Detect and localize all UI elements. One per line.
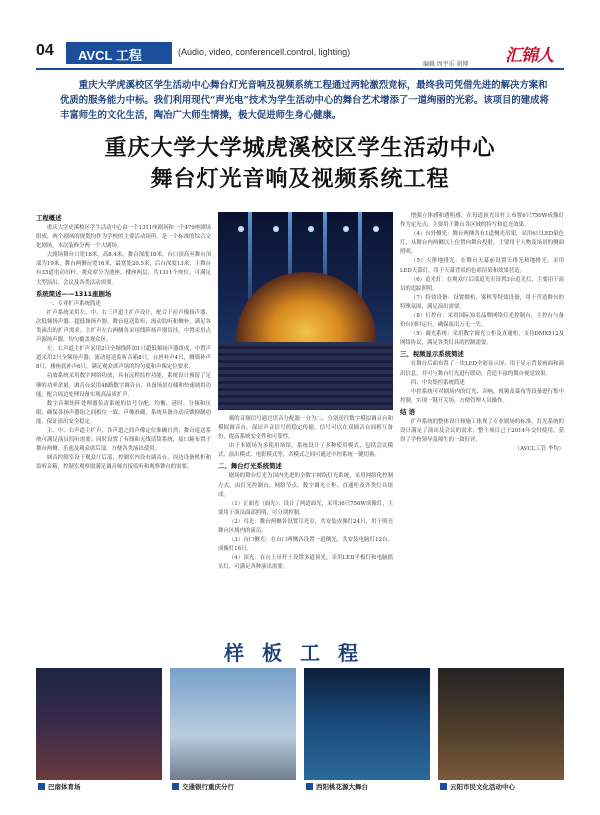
paragraph: （7）特效设备：设置烟机、雾机等特效设备，用于营造舞台的特殊氛围，满足演出需要。	[400, 294, 564, 310]
theater-photo	[218, 212, 393, 410]
paragraph: 大剧场舞台口宽18米，高8.4米，舞台深度18米，台口顶高至舞台顶部为19米，舞台两侧台宽16米，最宽处20.5米，后台深度13米，主舞台有35道电动吊杆，观众席分为池座、楼座两层，共1311个座位，可满足大型演出、会议及各类活动需要。	[36, 252, 211, 286]
paragraph: 调音控制室设于观众厅后部，控制室内设有调音台、周边设备机柜和监听音箱，控制室观察窗满足调音师直接监听和观察舞台的需要。	[36, 455, 211, 471]
paragraph: （3）台口侧光：在台口两侧各设置一道侧光，共安装电脑灯12台、成像灯16只。	[218, 537, 393, 553]
page-number: 04	[36, 42, 66, 64]
author-sign: （AVCL工管 李均）	[514, 446, 564, 453]
paragraph: （6）追光灯：在观众厅后部追光室设置3台追光灯，主要用于演员的追踪照明。	[400, 276, 564, 292]
caption-bullet	[440, 783, 447, 790]
paragraph: 由于本剧场为多使用场馆，系统设计了多种使用模式，包括会议模式、演出模式、电影模式等，各模式之间可通过中控系统一键切换。	[218, 443, 393, 459]
caption-bullet	[306, 783, 313, 790]
showcase-caption: 巴南体育场	[48, 783, 81, 791]
subheading: 四、中央集控系统简述	[410, 379, 465, 386]
showcase-photo	[438, 668, 564, 780]
paragraph: 重庆大学虎溪校区学生活动中心由一个1311座剧场和一个479座剧场组成，两个剧场的规划均作为学校的主要活动场所。是一个标准的综合文化剧场，本次装修分两一个大剧场。	[36, 225, 211, 250]
editors-credit: 编辑 周宇乐 胡博	[423, 62, 469, 68]
caption-bullet	[172, 783, 179, 790]
paragraph: 功放系统采用数字网络功放，具有远程监控功能，系统设计预留了足够的功率余量。调音台采用48路数字调音台，具备场景存储和快速调用功能，配合周边处理设备实现高品质扩声。	[36, 373, 211, 398]
showcase-caption: 交通银行重庆分行	[182, 783, 234, 791]
paragraph: （9）调光系统：采用数字调光立柜及直通柜，支持DMX512及网络协议，满足各类灯具的控制需要。	[400, 331, 564, 347]
article-column-2	[218, 415, 393, 635]
showcase-photo	[304, 668, 430, 780]
paragraph: 增强立体感和透明感，在每道顶光吊杆上布置6只750W成像灯作为定光点，主要用于舞台各区域的特写和追光效果。	[400, 213, 564, 229]
article-column-1	[36, 212, 211, 635]
article-column-3	[400, 212, 564, 635]
stage-lamp	[238, 226, 244, 232]
stage-lamp	[343, 226, 349, 232]
header-divider	[36, 68, 564, 70]
paragraph: （8）灯控台：采用国际知名品牌网络灯光控制台，主控台与备份台同时运行，确保演出万无一失。	[400, 313, 564, 329]
paragraph: （5）天排地排光：在舞台天幕前设置天排光和地排光，采用LED天幕灯，用于天幕背景的色彩渲染和效果营造。	[400, 258, 564, 274]
section-heading: 二、舞台灯光系统简述	[218, 462, 282, 471]
paragraph: （2）耳光：舞台两侧各设置耳光室，共安装成像灯24只，用于照亮舞台区域内的演员。	[218, 518, 393, 535]
paragraph: 在舞台后面布置了一块LED全彩显示屏，用于显示背景画面和演出信息，并可与舞台灯光进行联动，营造丰富的舞台视觉效果。	[400, 361, 564, 377]
paragraph: 数字音频矩阵处理器负责系统的信号分配、均衡、延时、分频和压限，确保各扬声器组之间相位一致、声像准确，系统具备自动反馈抑制功能，保证演出安全稳定。	[36, 400, 211, 425]
caption-bullet	[38, 783, 45, 790]
stage-lamp	[373, 226, 379, 232]
article-title-line-2: 舞台灯光音响及视频系统工程	[150, 166, 450, 192]
audience-seats	[218, 342, 393, 410]
masthead-logo: 汇锦人	[505, 46, 553, 66]
article-title-line-1: 重庆大学大学城虎溪校区学生活动中心	[104, 135, 496, 161]
section-subtitle: (Audio, video, conferencell.control, lighting)	[178, 47, 351, 57]
conclusion-heading: 结 语	[400, 407, 416, 416]
section-heading: 三、视频显示系统简述	[400, 350, 464, 359]
paragraph: 左、右声道主扩声采用2只全频线阵加1只超低频扬声器组成，中置声道采用2只全频扬声器，流动返送监听音箱8只，台唇补声4只，侧墙补声8只，楼座底补声6只，满足观众席声场的均匀度和声像定位要求。	[36, 346, 211, 371]
showcase-caption: 西阳桃花源大舞台	[316, 783, 368, 791]
paragraph: 中控系统可对剧场内的灯光、音响、视频及幕布等设备进行集中控制，实现一键开关场，方便管理人员操作。	[400, 388, 564, 404]
showcase-caption: 云阳市民文化活动中心	[450, 783, 515, 791]
section-heading: 系统简述——1311座剧场	[36, 289, 112, 298]
paragraph: 频的音频信号通过语音分配器一分为二，分别送往数字模拟调音台和模拟调音台，保证声音信号的稳定传输，信号可以在双调音台间相互备份，提高系统安全性和可靠性。	[218, 416, 393, 441]
stage-lamp	[308, 226, 314, 232]
section-title: AVCL 工程	[66, 42, 172, 64]
stage-lamp	[273, 226, 279, 232]
paragraph: 剧场的舞台灯光为国内先进的全数字网络灯光系统，采用网络化控制方式，由灯光控制台、网络节点、数字调光立柜、直通柜及各类灯具组成。	[218, 473, 393, 498]
paragraph: （1）正面光（面光）：设计了两道面光，采用36只750W成像灯，主要用于演员面部照明，可分别控制。	[218, 500, 393, 516]
subheading: 一、专业扩声系统简述	[46, 300, 101, 307]
paragraph: 扩声系统的整体设计和施工体现了专业剧场的标准，灯光系统的设计满足了演出及会议的需求，整个项目已于2014年交付使用，获得了学校领导及师生的一致好评。	[400, 418, 564, 444]
paragraph: 扩声系统采用左、中、右三声道主扩声设计，配合下拉声像扬声器、次低频扬声器、超低频扬声器，舞台返送监听、流动监听和侧补，满足各类演出的扩声需求。主扩声左右两侧各采用线阵扬声器吊挂，中置采用点声源扬声器，均匀覆盖观众区。	[36, 309, 211, 344]
section-heading: 工程概述	[36, 214, 62, 222]
paragraph: 主、中、右声道主扩声，各声道之间声像定位准确自然；舞台返送系统可满足演员监听需要；同时设置了有线和无线话筒系统，接口箱布置于舞台两侧、乐池及观众席后部，方便各类演出使用。	[36, 427, 211, 453]
lit-stage	[236, 272, 376, 347]
showcase-photo	[36, 668, 162, 780]
section-bar	[66, 42, 536, 68]
showcase-title: 样板工程	[224, 641, 376, 665]
paragraph: （4）顶光：在台上吊杆上设置多道顶光，采用LED平板灯和电脑摇头灯，可满足各种演出需要。	[218, 555, 393, 571]
showcase-gallery	[36, 668, 564, 794]
showcase-photo	[170, 668, 296, 780]
paragraph: （4）台外侧光：舞台两侧各有1道侧光吊架，采用6只LED染色灯，从舞台内两侧以上位置向舞台投射，主要用于人物及场景的侧面照明。	[400, 231, 564, 256]
intro-paragraph: 重庆大学虎溪校区学生活动中心舞台灯光音响及视频系统工程通过两轮激烈竞标，最终我司凭借先进的解决方案和优质的服务能力中标。我们利用现代“声光电”技术为学生活动中心的舞台艺术增添了一道绚丽的光彩。该项目的建成将丰富师生的文化生活，陶冶广大师生情操，极大促进师生身心健康。	[60, 80, 549, 121]
